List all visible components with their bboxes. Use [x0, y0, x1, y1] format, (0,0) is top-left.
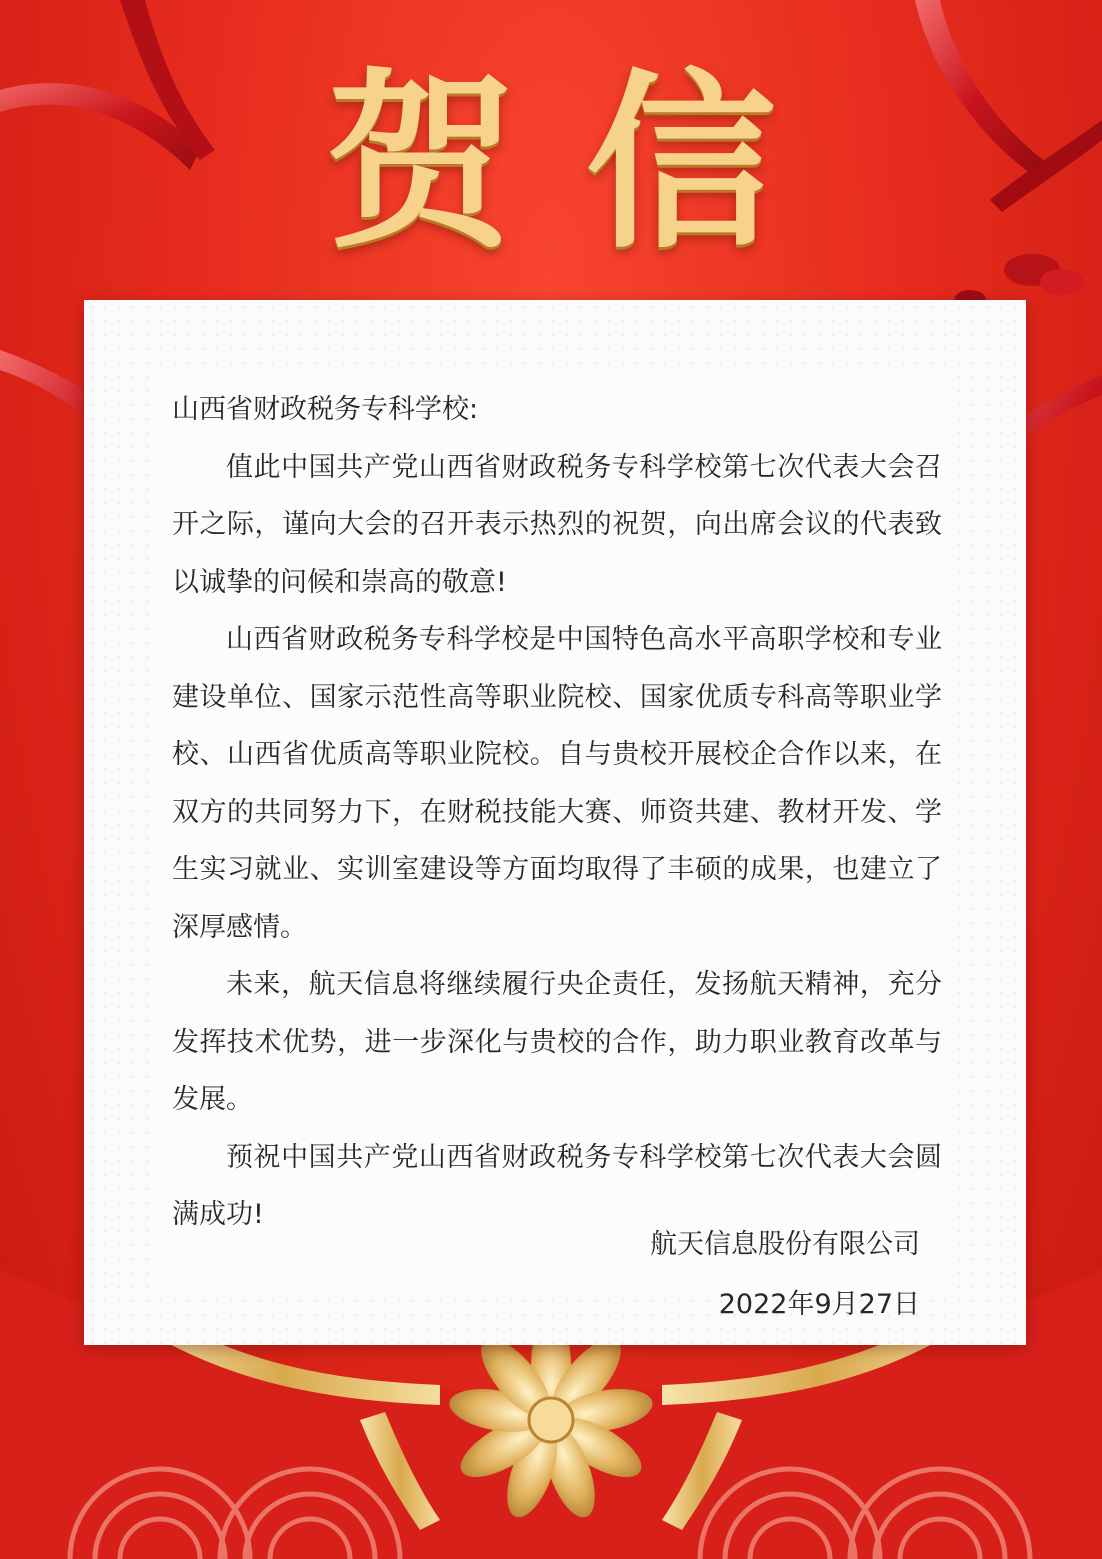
paragraph-1: 值此中国共产党山西省财政税务专科学校第七次代表大会召开之际，谨向大会的召开表示热烈的祝贺，向出席会议的代表致以诚挚的问候和崇高的敬意! — [172, 451, 942, 598]
paragraph-4: 预祝中国共产党山西省财政税务专科学校第七次代表大会圆满成功! — [172, 1141, 942, 1230]
letter-date: 2022年9月27日 — [718, 1289, 920, 1320]
salutation: 山西省财政税务专科学校: — [172, 394, 479, 425]
paragraph-3: 未来，航天信息将继续履行央企责任，发扬航天精神，充分发挥技术优势，进一步深化与贵校的合作，助力职业教育改革与发展。 — [172, 969, 942, 1115]
letter-body — [172, 381, 942, 1244]
signature: 航天信息股份有限公司 — [650, 1229, 920, 1260]
letter-title: 贺信 — [325, 51, 846, 274]
paragraph-2: 山西省财政税务专科学校是中国特色高水平高职学校和专业建设单位、国家示范性高等职业院校、国家优质专科高等职业学校、山西省优质高等职业院校。自与贵校开展校企合作以来，在双方的共同努力下，在财税技能大赛、师资共建、教材开发、学生实习就业、实训室建设等方面均取得了丰硕的成果，也建立了深厚感情。 — [172, 624, 942, 943]
